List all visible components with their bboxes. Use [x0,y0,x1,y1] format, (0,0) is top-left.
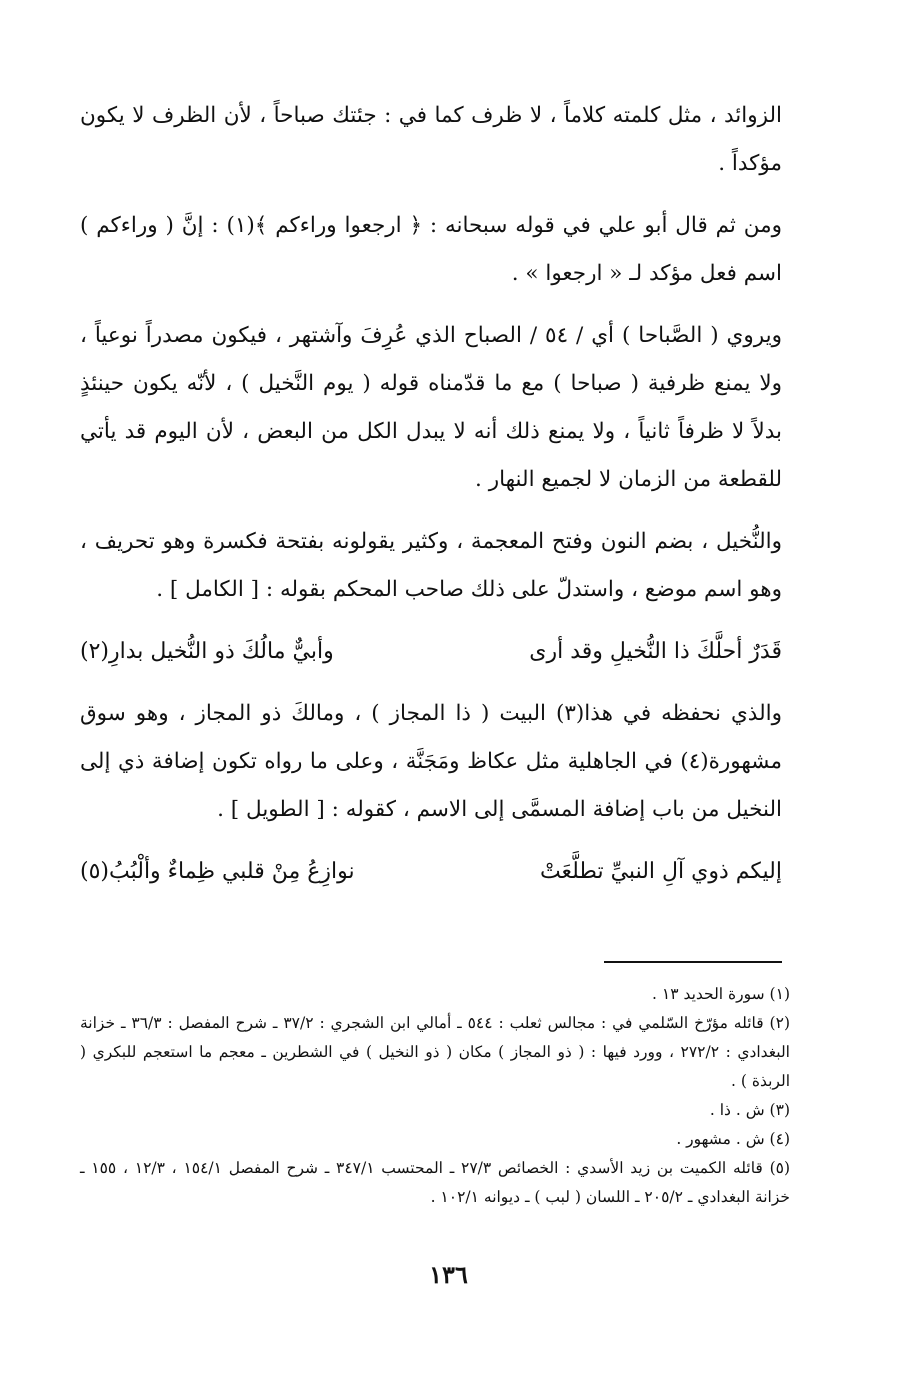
verse-second-hemistich: نوازِعُ مِنْ قلبي ظِماءٌ وألْبُبُ(٥) [80,859,355,884]
paragraph-1: الزوائد ، مثل كلمته كلاماً ، لا ظرف كما في : جئتك صباحاً ، لأن الظرف لا يكون مؤكداً . [80,103,782,176]
paragraph-4: والنُّخيل ، بضم النون وفتح المعجمة ، وكثير يقولونه بفتحة فكسرة وهو تحريف ، وهو اسم موضع ، واستدلّ على ذلك صاحب المحكم بقوله : [ الكامل ] . [80,529,782,602]
paragraph-2: ومن ثم قال أبو علي في قوله سبحانه : ﴿ ارجعوا وراءكم ﴾(١) : إنَّ ( وراءكم ) اسم فعل مؤكد لـ « ارجعوا » . [80,213,783,286]
verse-kamil [80,628,782,676]
footnote-3: (٣) ش . ذا . [709,1101,790,1119]
verse-tawil [80,848,782,896]
footnote-5: (٥) قائله الكميت بن زيد الأسدي : الخصائص ٢٧/٣ ـ المحتسب ٣٤٧/١ ـ شرح المفصل ١٥٤/١ ، ١٢/٣ ، ١٥٥ ـ خزانة البغدادي ـ ٢٠٥/٢ ـ اللسان ( لبب ) ـ ديوانه ١٠٢/١ . [80,1159,791,1206]
main-text [80,92,782,910]
verse-first-hemistich: قَدَرٌ أحلَّكَ ذا النُّخيلِ وقد أرى [529,639,782,664]
footnote-1: (١) سورة الحديد ١٣ . [652,985,790,1003]
paragraph-3: ويروي ( الصَّباحا ) أي / ٥٤ / الصباح الذي عُرِفَ وآشتهر ، فيكون مصدراً نوعياً ، ولا يمنع ظرفية ( صباحا ) مع ما قدّمناه قوله ( يوم النَّخيل ) ، لأنّه يكون حينئذٍ بدلاً لا ظرفاً ثانياً ، ولا يمنع ذلك أنه لا يبدل الكل من البعض ، لأن اليوم قد يأتي للقطعة من الزمان لا لجميع النهار . [80,323,782,492]
verse-first-hemistich: إليكم ذوي آلِ النبيِّ تطلَّعَتْ [539,859,782,884]
paragraph-5: والذي نحفظه في هذا(٣) البيت ( ذا المجاز ) ، ومالكَ ذو المجاز ، وهو سوق مشهورة(٤) في الجاهلية مثل عكاظ ومَجَنَّة ، وعلى ما رواه تكون إضافة ذي إلى النخيل من باب إضافة المسمَّى إلى الاسم ، كقوله : [ الطويل ] . [80,701,783,822]
footnote-4: (٤) ش . مشهور . [676,1130,790,1148]
page-number: ١٣٦ [429,1260,468,1289]
footnote-2: (٢) قائله مؤرّخ السّلمي في : مجالس ثعلب : ٥٤٤ ـ أمالي ابن الشجري : ٣٧/٢ ـ شرح المفصل : ٣٦/٣ ـ خزانة البغدادي : ٢٧٢/٢ ، وورد فيها : ( ذو المجاز ) مكان ( ذو النخيل ) في الشطرين ـ معجم ما استعجم للبكري ( الربذة ) . [80,1014,790,1090]
verse-second-hemistich: وأبيٌّ مالُكَ ذو النُّخيل بدارِ(٢) [80,639,334,664]
footnote-divider [604,961,782,963]
footnotes [80,980,790,1212]
